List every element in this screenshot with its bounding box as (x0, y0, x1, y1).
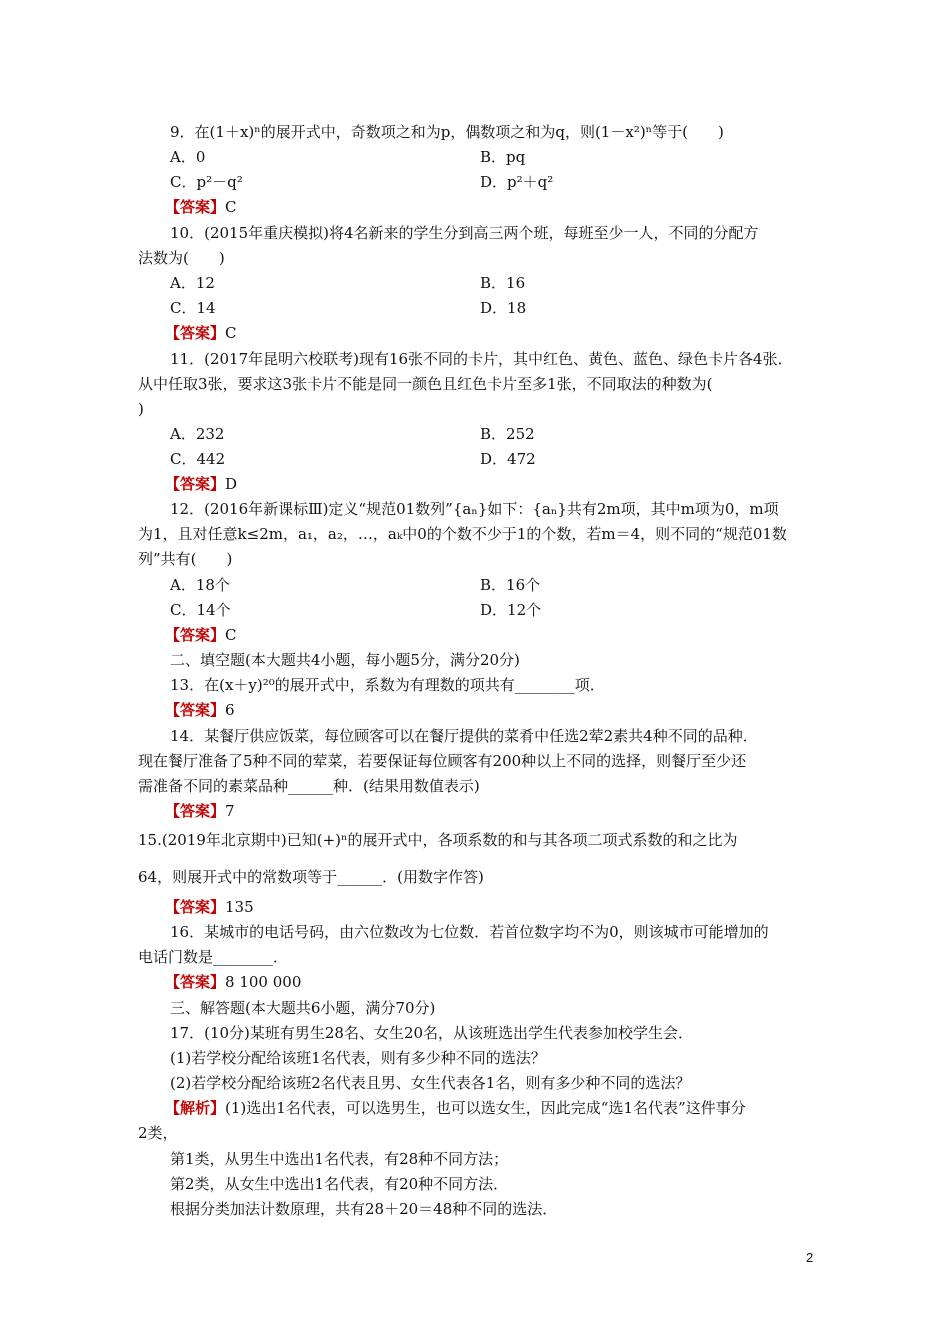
q10-options-cd: C．14 D．18 (170, 299, 527, 317)
question-11-line-3: ) (138, 400, 144, 418)
q17-solution-line-2: 2类， (138, 1124, 178, 1142)
question-11-line-2: 从中任取3张，要求这3张卡片不能是同一颜色且红色卡片至多1张，不同取法的种数为( (138, 375, 713, 393)
question-14-line-3: 需准备不同的素菜品种______种．(结果用数值表示) (138, 777, 480, 795)
question-15-line-2: 64，则展开式中的常数项等于______．(用数字作答) (138, 868, 484, 886)
question-14-line-2: 现在餐厅准备了5种不同的荤菜，若要保证每位顾客有200种以上不同的选择，则餐厅至少还 (138, 752, 747, 770)
question-13: 13．在(x＋y)²⁰的展开式中，系数为有理数的项共有________项． (170, 676, 605, 694)
question-16-line-1: 16．某城市的电话号码，由六位数改为七位数．若首位数字均不为0，则该城市可能增加的 (170, 923, 769, 941)
q16-answer: 【答案】8 100 000 (165, 973, 302, 991)
q17-solution-line-3: 第1类，从男生中选出1名代表，有28种不同方法； (170, 1150, 509, 1168)
q12-answer: 【答案】C (165, 626, 237, 644)
q12-options-cd: C．14个 D．12个 (170, 601, 542, 619)
question-15-line-1: 15.(2019年北京期中)已知(+)ⁿ的展开式中，各项系数的和与其各项二项式系数的和之比为 (138, 831, 738, 849)
q13-answer: 【答案】6 (165, 701, 235, 719)
section-3-heading: 三、解答题(本大题共6小题，满分70分) (170, 999, 436, 1017)
q17-solution-line-1: 【解析】(1)选出1名代表，可以选男生，也可以选女生，因此完成“选1名代表”这件事分 (165, 1099, 746, 1117)
question-11-line-1: 11．(2017年昆明六校联考)现有16张不同的卡片，其中红色、黄色、蓝色、绿色卡片各4张． (170, 350, 793, 368)
q9-options-cd: C．p²－q² D．p²＋q² (170, 173, 554, 191)
q12-options-ab: A．18个 B．16个 (170, 576, 541, 594)
q17-solution-line-4: 第2类，从女生中选出1名代表，有20种不同方法． (170, 1175, 509, 1193)
q9-answer: 【答案】C (165, 198, 237, 216)
question-10-line-2: 法数为( ) (138, 249, 225, 267)
question-12-line-3: 列”共有( ) (138, 550, 233, 568)
question-17-part-1: (1)若学校分配给该班1名代表，则有多少种不同的选法？ (170, 1049, 546, 1067)
q10-answer: 【答案】C (165, 324, 237, 342)
question-17-line-1: 17．(10分)某班有男生28名、女生20名，从该班选出学生代表参加校学生会． (170, 1024, 694, 1042)
page-number: 2 (806, 1250, 814, 1265)
question-17-part-2: (2)若学校分配给该班2名代表且男、女生代表各1名，则有多少种不同的选法？ (170, 1074, 691, 1092)
q15-answer: 【答案】135 (165, 898, 254, 916)
question-14-line-1: 14．某餐厅供应饭菜，每位顾客可以在餐厅提供的菜肴中任选2荤2素共4种不同的品种． (170, 727, 758, 745)
question-12-line-1: 12．(2016年新课标Ⅲ)定义“规范01数列”{aₙ}如下：{aₙ}共有2m项，其中m项为0，m项 (170, 500, 779, 518)
q11-options-ab: A．232 B．252 (170, 425, 535, 443)
question-12-line-2: 为1，且对任意k≤2m，a₁，a₂，…，aₖ中0的个数不少于1的个数，若m＝4，则不同的“规范01数 (138, 525, 787, 543)
q11-answer: 【答案】D (165, 475, 238, 493)
section-2-heading: 二、填空题(本大题共4小题，每小题5分，满分20分) (170, 651, 520, 669)
q9-options-ab: A．0 B．pq (170, 148, 526, 166)
question-10-line-1: 10．(2015年重庆模拟)将4名新来的学生分到高三两个班，每班至少一人，不同的分配方 (170, 224, 759, 242)
q10-options-ab: A．12 B．16 (170, 274, 526, 292)
q14-answer: 【答案】7 (165, 802, 235, 820)
q17-solution-line-5: 根据分类加法计数原理，共有28＋20＝48种不同的选法． (170, 1200, 558, 1218)
question-16-line-2: 电话门数是________． (138, 948, 289, 966)
q11-options-cd: C．442 D．472 (170, 450, 536, 468)
question-9: 9．在(1＋x)ⁿ的展开式中，奇数项之和为p，偶数项之和为q，则(1－x²)ⁿ等于( ) (170, 123, 724, 141)
